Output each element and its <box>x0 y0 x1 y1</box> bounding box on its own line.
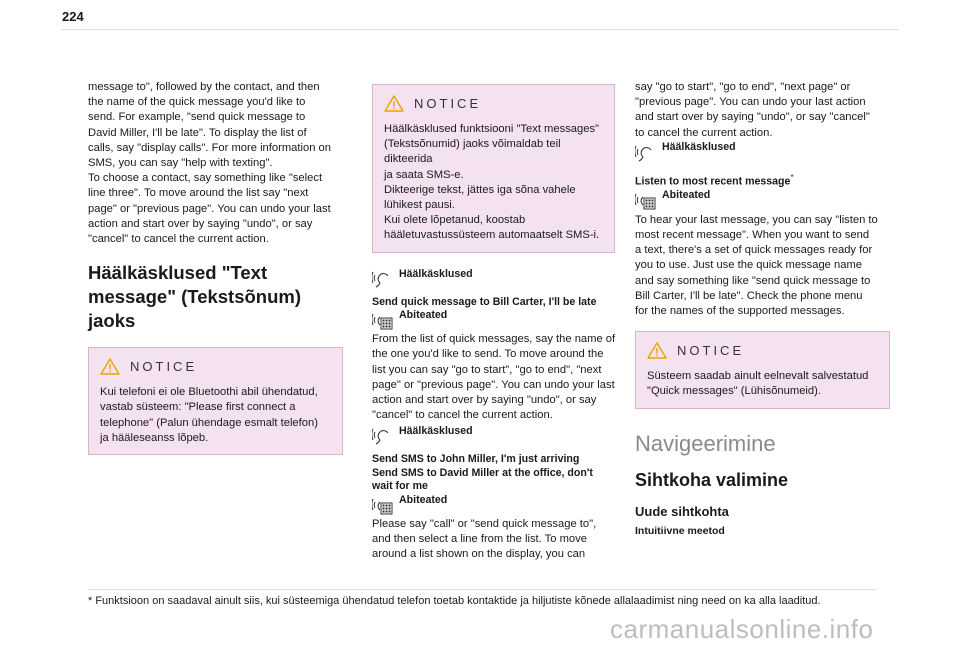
notice-box <box>88 347 343 455</box>
text-line: to cancel the current action. <box>635 126 773 139</box>
paragraph <box>372 332 632 423</box>
text-line: "Quick messages" (Lühisõnumeid). <box>647 385 821 398</box>
text-line: a text, there's a set of quick messages ready for <box>635 244 873 257</box>
footnote: * Funktsioon on saadaval ainult siis, kui süsteemiga ühendatud telefon toetab kontaktide ja hiljutiste kõnede allalaadimist ning need on ka alla laaditud. <box>88 595 821 607</box>
text-line: the name of the quick message you'd like to <box>88 96 306 109</box>
text-line: the one you'd like to send. To move around the <box>372 348 604 361</box>
text-line: To choose a contact, say something like "select <box>88 172 323 185</box>
voice-command-icon <box>635 141 656 163</box>
notice-text <box>647 369 879 399</box>
voice-command-label: Häälkäsklused <box>399 267 473 280</box>
system-answer-icon <box>372 494 393 516</box>
text-line: ja saata SMS-e. <box>384 168 464 181</box>
text-line: calls, say "display calls". For more information on <box>88 141 331 154</box>
text-line: lühikest pausi. <box>384 199 455 212</box>
warning-icon <box>384 95 404 112</box>
text-line: telephone" (Palun ühendage esmalt telefon) <box>100 416 318 429</box>
text-line: most recent message". When you want to send <box>635 229 870 242</box>
voice-command-row <box>635 141 895 163</box>
voice-command-label: Häälkäsklused <box>662 140 736 153</box>
paragraph <box>635 80 895 141</box>
text-line: page" or "previous page". You can undo your last <box>88 202 331 215</box>
text-line: ja hääleseanss lõpeb. <box>100 431 209 444</box>
voice-command-row <box>372 424 632 446</box>
voice-command-icon <box>372 424 393 446</box>
intro-paragraph <box>88 80 348 247</box>
text-line: From the list of quick messages, say the name of <box>372 333 616 346</box>
warning-icon <box>100 358 120 375</box>
paragraph <box>635 213 895 319</box>
notice-header <box>100 358 332 375</box>
answer-row <box>635 189 895 211</box>
footnote-divider <box>88 589 876 590</box>
watermark: carmanualsonline.info <box>610 614 874 644</box>
answer-label: Abiteated <box>399 493 448 506</box>
text-line: message to", followed by the contact, and then <box>88 81 320 93</box>
chapter-heading: Navigeerimine <box>635 430 776 456</box>
text-line: "previous page". You can undo your last action <box>635 96 866 109</box>
notice-box <box>635 331 890 408</box>
text-line: for the names of the supported messages. <box>635 305 845 318</box>
subsubsection-heading: Intuitiivne meetod <box>635 524 725 537</box>
column-middle <box>372 84 632 562</box>
voice-command-row <box>372 267 632 289</box>
text-line: To hear your last message, you can say "listen to <box>635 213 878 226</box>
text-line: Bill Carter, I'll be late". Check the phone menu <box>635 289 863 302</box>
notice-header <box>647 342 879 359</box>
system-answer-icon <box>372 309 393 331</box>
answer-label: Abiteated <box>662 188 711 201</box>
text-line: hääletuvastussüsteem automaatselt SMS-i. <box>384 229 600 242</box>
text-line: David Miller, I'll be late". To display the list of <box>88 126 307 139</box>
text-line: (Tekstsõnumid) jaoks võimaldab teil dikteerida <box>384 138 561 166</box>
text-line: Kui olete lõpetanud, koostab <box>384 214 526 227</box>
answer-label: Abiteated <box>399 309 448 322</box>
heading-line: Häälkäsklused "Text <box>88 262 268 284</box>
section-heading <box>88 261 348 333</box>
text-line: send. For example, "send quick message to <box>88 111 306 124</box>
voice-command-text: Send quick message to Bill Carter, I'll be late <box>372 295 597 308</box>
footnote-marker: * <box>790 172 794 182</box>
text-line: "cancel" to cancel the current action. <box>372 409 553 422</box>
text-line: SMS, you can say "help with texting". <box>88 157 273 170</box>
text-line: vastab süsteem: "Please first connect a <box>100 401 296 414</box>
notice-title: NOTICE <box>677 343 745 359</box>
text-line: line three". To move around the list say "next <box>88 187 309 200</box>
text-line: Häälkäsklused funktsiooni "Text messages" <box>384 123 600 135</box>
voice-command-text <box>372 453 632 494</box>
notice-header <box>384 95 604 112</box>
text-line: say "go to start", "go to end", "next page" or <box>635 81 851 93</box>
notice-title: NOTICE <box>130 359 198 375</box>
text-line: and then select a line from the list. To move <box>372 533 587 546</box>
voice-command-text <box>635 171 895 189</box>
section-heading: Sihtkoha valimine <box>635 469 789 490</box>
page-number: 224 <box>62 9 84 24</box>
text-line: action and start over by saying "undo", or say <box>372 393 597 406</box>
notice-box <box>372 84 615 253</box>
text-line: list you can say "go to start", "go to end", "next <box>372 363 602 376</box>
answer-row <box>372 494 632 516</box>
heading-line: jaoks <box>88 310 136 332</box>
notice-text <box>384 122 604 244</box>
warning-icon <box>647 342 667 359</box>
text-line: around a list shown on the display, you can <box>372 548 586 561</box>
text-line: Süsteem saadab ainult eelnevalt salvestatud <box>647 370 869 383</box>
text-line: Kui telefoni ei ole Bluetoothi abil ühendatud, <box>100 386 318 399</box>
text-line: you to use. Just use the quick message name <box>635 259 862 272</box>
heading-line: message" (Tekstsõnum) <box>88 286 302 308</box>
voice-command-icon <box>372 267 393 289</box>
text-line: Send SMS to David Miller at the office, don't <box>372 466 593 479</box>
notice-text <box>100 385 332 446</box>
command-text: Listen to most recent message <box>635 175 791 188</box>
voice-command-label: Häälkäsklused <box>399 425 473 438</box>
text-line: "cancel" to cancel the current action. <box>88 233 269 246</box>
text-line: and say something like "send quick message to <box>635 274 871 287</box>
paragraph <box>372 517 632 563</box>
notice-title: NOTICE <box>414 96 482 111</box>
subsection-heading: Uude sihtkohta <box>635 503 729 519</box>
column-right <box>635 80 895 538</box>
text-line: page" or "previous page". You can undo your last <box>372 378 615 391</box>
answer-row <box>372 309 632 331</box>
system-answer-icon <box>635 189 656 211</box>
text-line: action and start over by saying "undo", or say <box>88 217 313 230</box>
text-line: Send SMS to John Miller, I'm just arriving <box>372 453 580 466</box>
header-divider <box>62 29 898 30</box>
text-line: Please say "call" or "send quick message to", <box>372 517 597 530</box>
text-line: and start over by saying "undo", or say "cancel" <box>635 111 870 124</box>
text-line: wait for me <box>372 480 428 493</box>
column-left <box>88 80 348 455</box>
text-line: Dikteerige tekst, jättes iga sõna vahele <box>384 183 576 196</box>
